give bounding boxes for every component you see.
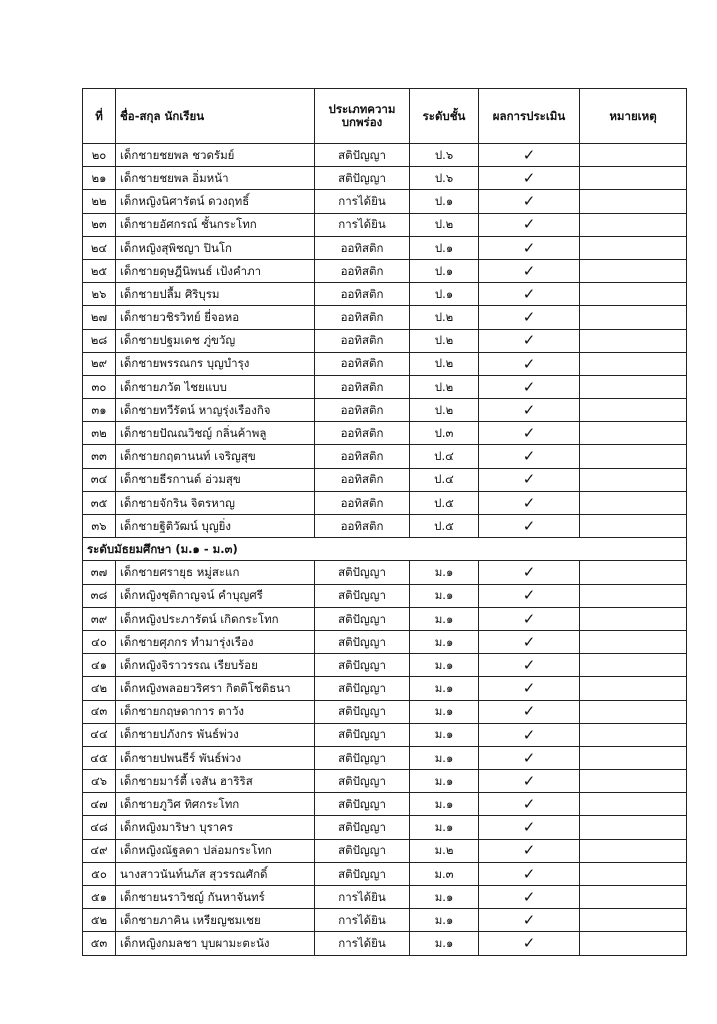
row-number: ๓๑ — [83, 399, 116, 422]
row-number: ๒๐ — [83, 144, 116, 167]
grade-level: ป.๒ — [410, 399, 479, 422]
row-number: ๓๘ — [83, 584, 116, 607]
disability-type: สติปัญญา — [315, 654, 410, 677]
student-name: เด็กชายปภังกร พันธ์พ่วง — [116, 723, 315, 746]
note-cell — [580, 793, 687, 816]
table-row — [83, 723, 687, 746]
disability-type: การได้ยิน — [315, 213, 410, 236]
row-number: ๓๗ — [83, 561, 116, 584]
note-cell — [580, 352, 687, 375]
table-body — [83, 144, 687, 956]
disability-type: ออทิสติก — [315, 306, 410, 329]
result-check-icon: ✓ — [479, 306, 580, 329]
row-number: ๒๒ — [83, 190, 116, 213]
note-cell — [580, 515, 687, 538]
table-row — [83, 677, 687, 700]
row-number: ๒๙ — [83, 352, 116, 375]
table-row — [83, 236, 687, 259]
row-number: ๔๘ — [83, 816, 116, 839]
disability-type: ออทิสติก — [315, 283, 410, 306]
table-row — [83, 654, 687, 677]
result-check-icon: ✓ — [479, 561, 580, 584]
grade-level: ป.๒ — [410, 213, 479, 236]
table-row — [83, 352, 687, 375]
note-cell — [580, 167, 687, 190]
grade-level: ม.๑ — [410, 654, 479, 677]
row-number: ๓๓ — [83, 445, 116, 468]
result-check-icon: ✓ — [479, 167, 580, 190]
table-row — [83, 468, 687, 491]
table-row — [83, 445, 687, 468]
grade-level: ป.๒ — [410, 329, 479, 352]
grade-level: ม.๑ — [410, 932, 479, 955]
note-cell — [580, 491, 687, 514]
table-row — [83, 515, 687, 538]
grade-level: ป.๒ — [410, 352, 479, 375]
grade-level: ม.๑ — [410, 584, 479, 607]
grade-level: ม.๑ — [410, 886, 479, 909]
table-header-row — [83, 89, 687, 144]
table-row — [83, 607, 687, 630]
note-cell — [580, 329, 687, 352]
row-number: ๔๕ — [83, 746, 116, 769]
result-check-icon: ✓ — [479, 190, 580, 213]
result-check-icon: ✓ — [479, 445, 580, 468]
note-cell — [580, 746, 687, 769]
note-cell — [580, 839, 687, 862]
disability-type: การได้ยิน — [315, 909, 410, 932]
grade-level: ม.๑ — [410, 723, 479, 746]
disability-type: สติปัญญา — [315, 793, 410, 816]
disability-type: สติปัญญา — [315, 839, 410, 862]
note-cell — [580, 654, 687, 677]
student-name: เด็กชายฐิติวัฒน์ บุญยิ่ง — [116, 515, 315, 538]
row-number: ๓๒ — [83, 422, 116, 445]
row-number: ๒๗ — [83, 306, 116, 329]
table-row — [83, 399, 687, 422]
grade-level: ม.๑ — [410, 607, 479, 630]
grade-level: ม.๓ — [410, 862, 479, 885]
student-name: เด็กหญิงพลอยวริศรา กิตติโชติธนา — [116, 677, 315, 700]
disability-type: สติปัญญา — [315, 816, 410, 839]
grade-level: ป.๖ — [410, 144, 479, 167]
note-cell — [580, 700, 687, 723]
note-cell — [580, 770, 687, 793]
result-check-icon: ✓ — [479, 352, 580, 375]
student-name: เด็กชายทวีรัตน์ หาญรุ่งเรืองกิจ — [116, 399, 315, 422]
note-cell — [580, 422, 687, 445]
result-check-icon: ✓ — [479, 816, 580, 839]
result-check-icon: ✓ — [479, 607, 580, 630]
note-cell — [580, 607, 687, 630]
row-number: ๔๗ — [83, 793, 116, 816]
result-check-icon: ✓ — [479, 236, 580, 259]
row-number: ๔๑ — [83, 654, 116, 677]
row-number: ๓๐ — [83, 375, 116, 398]
grade-level: ป.๕ — [410, 491, 479, 514]
disability-type: สติปัญญา — [315, 770, 410, 793]
disability-type: ออทิสติก — [315, 468, 410, 491]
grade-level: ม.๑ — [410, 816, 479, 839]
result-check-icon: ✓ — [479, 515, 580, 538]
student-name: เด็กชายปฐมเดช ภู่ขวัญ — [116, 329, 315, 352]
student-name: เด็กหญิงจิราวรรณ เรียบร้อย — [116, 654, 315, 677]
row-number: ๓๔ — [83, 468, 116, 491]
note-cell — [580, 283, 687, 306]
table-row — [83, 793, 687, 816]
disability-type: สติปัญญา — [315, 167, 410, 190]
table-row — [83, 422, 687, 445]
note-cell — [580, 677, 687, 700]
table-row — [83, 375, 687, 398]
disability-type: ออทิสติก — [315, 422, 410, 445]
assessment-sheet — [82, 88, 664, 956]
student-name: เด็กชายปัณณวิชญ์ กลิ่นค้าพลู — [116, 422, 315, 445]
student-name: เด็กชายดุษฎีนิพนธ์ เป้งคำภา — [116, 259, 315, 282]
disability-type: สติปัญญา — [315, 561, 410, 584]
row-number: ๔๐ — [83, 630, 116, 653]
result-check-icon: ✓ — [479, 839, 580, 862]
table-row — [83, 491, 687, 514]
disability-type: ออทิสติก — [315, 352, 410, 375]
student-name: เด็กชายชยพล ชวดรัมย์ — [116, 144, 315, 167]
result-check-icon: ✓ — [479, 283, 580, 306]
table-row — [83, 770, 687, 793]
disability-type: สติปัญญา — [315, 607, 410, 630]
disability-type: สติปัญญา — [315, 677, 410, 700]
row-number: ๔๒ — [83, 677, 116, 700]
header-result: ผลการประเมิน — [479, 89, 580, 144]
student-name: เด็กชายจักริน จิตรหาญ — [116, 491, 315, 514]
note-cell — [580, 445, 687, 468]
result-check-icon: ✓ — [479, 654, 580, 677]
table-row — [83, 700, 687, 723]
student-name: เด็กชายปพนธีร์ พันธ์พ่วง — [116, 746, 315, 769]
disability-type: ออทิสติก — [315, 259, 410, 282]
student-assessment-table — [82, 88, 687, 956]
grade-level: ป.๒ — [410, 375, 479, 398]
row-number: ๓๙ — [83, 607, 116, 630]
disability-type: สติปัญญา — [315, 746, 410, 769]
result-check-icon: ✓ — [479, 862, 580, 885]
result-check-icon: ✓ — [479, 375, 580, 398]
student-name: เด็กชายปลื้ม ศิริบุรม — [116, 283, 315, 306]
disability-type: ออทิสติก — [315, 329, 410, 352]
disability-type: สติปัญญา — [315, 862, 410, 885]
grade-level: ป.๑ — [410, 283, 479, 306]
student-name: เด็กชายอัศกรณ์ ชั้นกระโทก — [116, 213, 315, 236]
result-check-icon: ✓ — [479, 793, 580, 816]
student-name: เด็กชายวชิรวิทย์ ยี่จอหอ — [116, 306, 315, 329]
row-number: ๒๓ — [83, 213, 116, 236]
student-name: เด็กชายธีรกานต์ อ่วมสุข — [116, 468, 315, 491]
table-row — [83, 816, 687, 839]
student-name: เด็กชายศรายุธ หมู่สะแก — [116, 561, 315, 584]
student-name: นางสาวนันท์นภัส สุวรรณศักดิ์ — [116, 862, 315, 885]
disability-type: ออทิสติก — [315, 236, 410, 259]
grade-level: ป.๔ — [410, 468, 479, 491]
disability-type: สติปัญญา — [315, 630, 410, 653]
result-check-icon: ✓ — [479, 932, 580, 955]
table-row — [83, 839, 687, 862]
disability-type: การได้ยิน — [315, 886, 410, 909]
table-row — [83, 167, 687, 190]
result-check-icon: ✓ — [479, 468, 580, 491]
result-check-icon: ✓ — [479, 700, 580, 723]
note-cell — [580, 932, 687, 955]
table-row — [83, 213, 687, 236]
grade-level: ป.๑ — [410, 236, 479, 259]
grade-level: ม.๑ — [410, 700, 479, 723]
grade-level: ป.๕ — [410, 515, 479, 538]
disability-type: สติปัญญา — [315, 144, 410, 167]
note-cell — [580, 723, 687, 746]
result-check-icon: ✓ — [479, 770, 580, 793]
disability-type: ออทิสติก — [315, 491, 410, 514]
disability-type: ออทิสติก — [315, 515, 410, 538]
student-name: เด็กชายภูวิศ ทิศกระโทก — [116, 793, 315, 816]
grade-level: ม.๑ — [410, 677, 479, 700]
disability-type: สติปัญญา — [315, 584, 410, 607]
result-check-icon: ✓ — [479, 491, 580, 514]
grade-level: ม.๒ — [410, 839, 479, 862]
result-check-icon: ✓ — [479, 422, 580, 445]
table-row — [83, 746, 687, 769]
grade-level: ม.๑ — [410, 793, 479, 816]
student-name: เด็กชายศุภกร ทำมารุ่งเรือง — [116, 630, 315, 653]
grade-level: ป.๔ — [410, 445, 479, 468]
row-number: ๒๘ — [83, 329, 116, 352]
note-cell — [580, 630, 687, 653]
disability-type: ออทิสติก — [315, 445, 410, 468]
result-check-icon: ✓ — [479, 630, 580, 653]
table-row — [83, 144, 687, 167]
student-name: เด็กชายชยพล อิ่มหน้า — [116, 167, 315, 190]
result-check-icon: ✓ — [479, 886, 580, 909]
grade-level: ป.๒ — [410, 306, 479, 329]
result-check-icon: ✓ — [479, 213, 580, 236]
table-row — [83, 306, 687, 329]
note-cell — [580, 468, 687, 491]
table-row — [83, 283, 687, 306]
note-cell — [580, 236, 687, 259]
row-number: ๔๙ — [83, 839, 116, 862]
result-check-icon: ✓ — [479, 399, 580, 422]
section-title: ระดับมัธยมศึกษา (ม.๑ - ม.๓) — [83, 538, 687, 561]
result-check-icon: ✓ — [479, 144, 580, 167]
note-cell — [580, 561, 687, 584]
note-cell — [580, 816, 687, 839]
table-row — [83, 862, 687, 885]
table-row — [83, 561, 687, 584]
note-cell — [580, 584, 687, 607]
disability-type: สติปัญญา — [315, 723, 410, 746]
note-cell — [580, 375, 687, 398]
grade-level: ม.๑ — [410, 746, 479, 769]
disability-type: ออทิสติก — [315, 375, 410, 398]
row-number: ๒๑ — [83, 167, 116, 190]
note-cell — [580, 213, 687, 236]
result-check-icon: ✓ — [479, 259, 580, 282]
student-name: เด็กชายพรรณกร บุญบำรุง — [116, 352, 315, 375]
table-row — [83, 584, 687, 607]
header-note: หมายเหตุ — [580, 89, 687, 144]
student-name: เด็กหญิงนิศารัตน์ ดวงฤทธิ์ — [116, 190, 315, 213]
row-number: ๕๒ — [83, 909, 116, 932]
grade-level: ม.๑ — [410, 909, 479, 932]
note-cell — [580, 306, 687, 329]
table-row — [83, 630, 687, 653]
result-check-icon: ✓ — [479, 909, 580, 932]
disability-type: สติปัญญา — [315, 700, 410, 723]
section-row — [83, 538, 687, 561]
student-name: เด็กหญิงณัฐลดา ปล่อมกระโทก — [116, 839, 315, 862]
row-number: ๓๖ — [83, 515, 116, 538]
table-row — [83, 886, 687, 909]
grade-level: ป.๓ — [410, 422, 479, 445]
note-cell — [580, 886, 687, 909]
disability-type: ออทิสติก — [315, 399, 410, 422]
student-name: เด็กชายภาคิน เหรียญชมเชย — [116, 909, 315, 932]
result-check-icon: ✓ — [479, 584, 580, 607]
note-cell — [580, 190, 687, 213]
table-row — [83, 259, 687, 282]
result-check-icon: ✓ — [479, 746, 580, 769]
grade-level: ป.๑ — [410, 259, 479, 282]
row-number: ๒๔ — [83, 236, 116, 259]
table-row — [83, 190, 687, 213]
student-name: เด็กชายนราวิชญ์ กันหาจันทร์ — [116, 886, 315, 909]
header-name: ชื่อ-สกุล นักเรียน — [116, 89, 315, 144]
student-name: เด็กหญิงมาริษา บุราคร — [116, 816, 315, 839]
student-name: เด็กชายมาร์ตี้ เจสัน ฮาริริส — [116, 770, 315, 793]
header-no: ที่ — [83, 89, 116, 144]
student-name: เด็กชายกฤษดาการ ตาวัง — [116, 700, 315, 723]
disability-type: การได้ยิน — [315, 190, 410, 213]
grade-level: ม.๑ — [410, 630, 479, 653]
student-name: เด็กชายภวัต ไชยแบบ — [116, 375, 315, 398]
row-number: ๒๕ — [83, 259, 116, 282]
row-number: ๔๔ — [83, 723, 116, 746]
note-cell — [580, 259, 687, 282]
note-cell — [580, 144, 687, 167]
row-number: ๕๑ — [83, 886, 116, 909]
grade-level: ป.๑ — [410, 190, 479, 213]
result-check-icon: ✓ — [479, 329, 580, 352]
disability-type: การได้ยิน — [315, 932, 410, 955]
table-row — [83, 329, 687, 352]
result-check-icon: ✓ — [479, 723, 580, 746]
student-name: เด็กหญิงประภารัตน์ เกิดกระโทก — [116, 607, 315, 630]
row-number: ๔๖ — [83, 770, 116, 793]
row-number: ๓๕ — [83, 491, 116, 514]
result-check-icon: ✓ — [479, 677, 580, 700]
row-number: ๕๓ — [83, 932, 116, 955]
table-row — [83, 909, 687, 932]
grade-level: ม.๑ — [410, 770, 479, 793]
note-cell — [580, 909, 687, 932]
grade-level: ป.๖ — [410, 167, 479, 190]
student-name: เด็กหญิงชุติกาญจน์ คำบุญศรี — [116, 584, 315, 607]
header-disability-type: ประเภทความบกพร่อง — [315, 89, 410, 144]
note-cell — [580, 862, 687, 885]
row-number: ๔๓ — [83, 700, 116, 723]
student-name: เด็กหญิงกมลชา บุบผามะตะนัง — [116, 932, 315, 955]
student-name: เด็กหญิงสุพิชญา ปินโก — [116, 236, 315, 259]
row-number: ๕๐ — [83, 862, 116, 885]
note-cell — [580, 399, 687, 422]
row-number: ๒๖ — [83, 283, 116, 306]
table-row — [83, 932, 687, 955]
student-name: เด็กชายกฤตานนท์ เจริญสุข — [116, 445, 315, 468]
header-level: ระดับชั้น — [410, 89, 479, 144]
grade-level: ม.๑ — [410, 561, 479, 584]
